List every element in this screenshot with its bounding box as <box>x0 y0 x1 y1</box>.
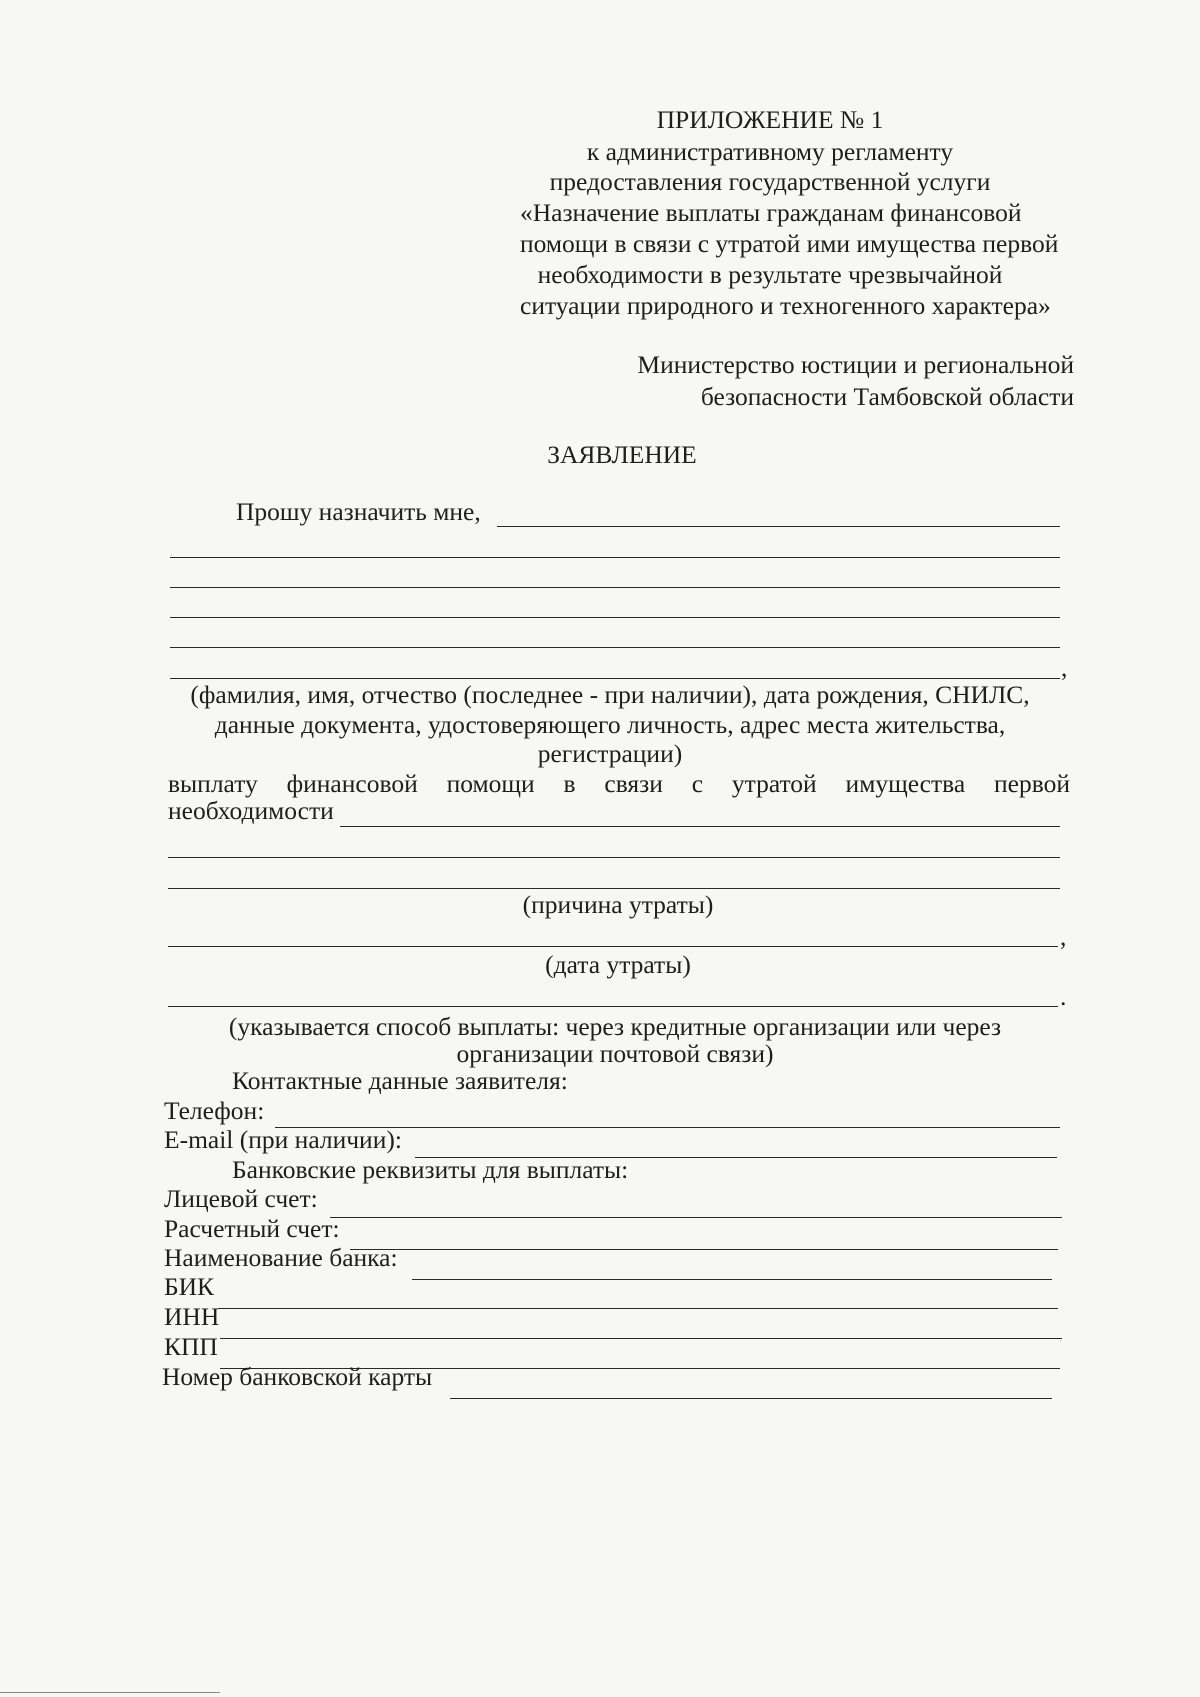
settlement-account-label: Расчетный счет: <box>164 1214 340 1243</box>
person-caption-line-3: регистрации) <box>537 739 683 768</box>
person-caption-line-2: данные документа, удостоверяющего личность, адрес места жительства, <box>214 710 1006 739</box>
header-line-2: предоставления государственной услуги <box>549 167 991 196</box>
contacts-heading: Контактные данные заявителя: <box>232 1066 568 1095</box>
header-line-1: к административному регламенту <box>586 137 954 166</box>
fill-line-reason-1[interactable] <box>340 826 1060 827</box>
payment-text-line-2: необходимости <box>168 796 334 825</box>
header-line-4: помощи в связи с утратой ими имущества первой <box>520 229 1059 258</box>
bank-name-label: Наименование банка: <box>164 1243 398 1272</box>
page-edge-mark <box>0 1692 220 1693</box>
kpp-label: КПП <box>164 1332 218 1361</box>
reason-caption: (причина утраты) <box>522 890 714 919</box>
bank-heading: Банковские реквизиты для выплаты: <box>232 1155 629 1184</box>
addressee-line-1: Министерство юстиции и региональной <box>637 350 1074 379</box>
fill-line-payment-method[interactable] <box>168 1006 1058 1007</box>
bik-label: БИК <box>164 1272 215 1301</box>
settlement-account-field[interactable] <box>350 1249 1058 1250</box>
fill-line-person-3[interactable] <box>170 587 1060 588</box>
header-line-6: ситуации природного и техногенного характера» <box>520 291 1051 320</box>
document-title: ЗАЯВЛЕНИЕ <box>547 440 697 469</box>
bank-name-field[interactable] <box>412 1279 1052 1280</box>
request-intro: Прошу назначить мне, <box>236 497 481 526</box>
header-line-5: необходимости в результате чрезвычайной <box>537 260 1003 289</box>
fill-line-reason-3[interactable] <box>168 888 1060 889</box>
fill-line-person-1[interactable] <box>497 526 1060 527</box>
email-label: E-mail (при наличии): <box>164 1125 402 1154</box>
fill-line-person-6[interactable] <box>170 678 1060 679</box>
card-number-label: Номер банковской карты <box>162 1362 433 1391</box>
fill-line-person-4[interactable] <box>170 617 1060 618</box>
header-line-3: «Назначение выплаты гражданам финансовой <box>520 198 1022 227</box>
period-after-method: . <box>1060 982 1067 1011</box>
appendix-title: ПРИЛОЖЕНИЕ № 1 <box>656 105 884 134</box>
comma-after-person: , <box>1061 653 1068 682</box>
date-caption: (дата утраты) <box>545 950 691 979</box>
person-caption-line-1: (фамилия, имя, отчество (последнее - при наличии), дата рождения, СНИЛС, <box>190 680 1030 709</box>
fill-line-person-2[interactable] <box>170 557 1060 558</box>
payment-text-line-1: выплату финансовой помощи в связи с утратой имущества первой <box>168 769 1070 798</box>
method-caption-line-1: (указывается способ выплаты: через кредитные организации или через <box>228 1012 1002 1041</box>
phone-label: Телефон: <box>164 1096 265 1125</box>
comma-after-date: , <box>1060 922 1067 951</box>
card-number-field[interactable] <box>450 1398 1052 1399</box>
method-caption-line-2: организации почтовой связи) <box>456 1039 774 1068</box>
personal-account-field[interactable] <box>330 1217 1062 1218</box>
inn-label: ИНН <box>164 1302 220 1331</box>
fill-line-date[interactable] <box>168 946 1058 947</box>
addressee-line-2: безопасности Тамбовской области <box>700 382 1074 411</box>
fill-line-reason-2[interactable] <box>168 857 1060 858</box>
fill-line-person-5[interactable] <box>170 647 1060 648</box>
inn-field[interactable] <box>220 1338 1062 1339</box>
bik-field[interactable] <box>218 1308 1058 1309</box>
personal-account-label: Лицевой счет: <box>164 1184 318 1213</box>
